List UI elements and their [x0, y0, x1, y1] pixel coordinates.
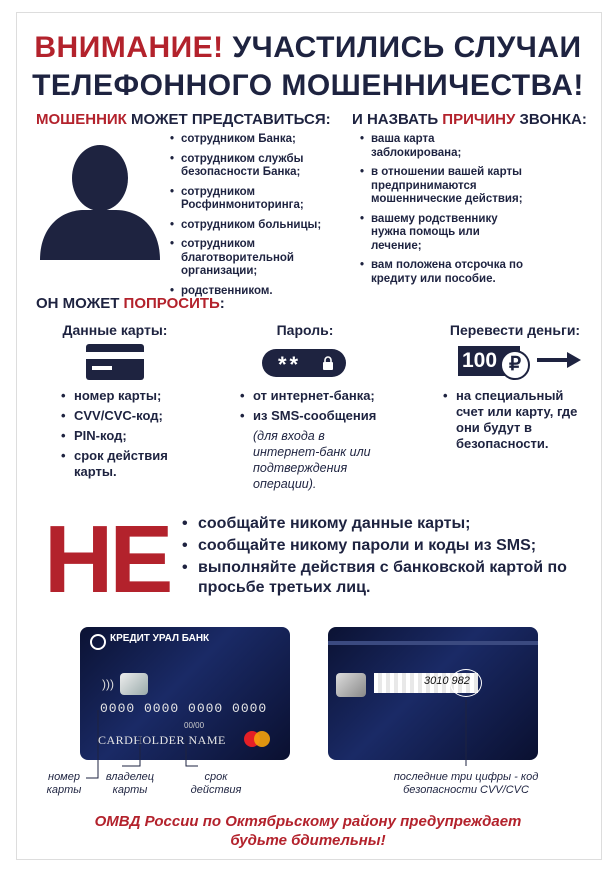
card-expiry: 00/00 — [184, 721, 205, 730]
list-item: • вам положена отсрочка по кредиту или пособие. — [358, 259, 528, 286]
page-title-line2: ТЕЛЕФОННОГО МОШЕННИЧЕСТВА! — [32, 69, 584, 102]
footer-line1: ОМВД России по Октябрьскому району предупреждает — [94, 813, 522, 830]
card-data-list — [58, 388, 198, 484]
password-list — [237, 388, 407, 428]
password-badge — [262, 349, 346, 377]
reason-heading — [352, 111, 587, 129]
ruble-coin-icon: ₽ — [500, 350, 530, 380]
list-item: • сотрудником Банка; — [168, 133, 348, 147]
list-item: • родственником. — [168, 285, 348, 299]
request-heading — [36, 295, 225, 313]
hologram-icon — [336, 673, 366, 697]
list-item: • из SMS-сообщения — [237, 408, 407, 424]
list-item: • PIN-код; — [58, 428, 198, 444]
list-item: • номер карты; — [58, 388, 198, 404]
title-line1-rest: УЧАСТИЛИСЬ СЛУЧАИ — [223, 31, 582, 64]
list-item: • CVV/CVC-код; — [58, 408, 198, 424]
credit-card-icon — [86, 344, 144, 380]
cvv-highlight-circle — [450, 669, 482, 697]
label-cvv: последние три цифры - код безопасности CVV/CVC — [393, 771, 539, 796]
footer-line2: будьте бдительны! — [230, 832, 386, 849]
money-amount: 100 — [462, 349, 498, 372]
list-item: • от интернет-банка; — [237, 388, 407, 404]
list-item: • ваша карта заблокирована; — [358, 133, 528, 160]
page-title-line1 — [0, 30, 616, 66]
chip-icon — [120, 673, 148, 695]
list-item: • сотрудником Росфинмониторинга; — [168, 186, 348, 213]
list-item: • сотрудником благотворительной организации; — [168, 238, 348, 279]
list-item: • сотрудником больницы; — [168, 219, 348, 233]
list-item: • вашему родственнику нужна помощь или лечение; — [358, 213, 528, 254]
reason-heading-start: И НАЗВАТЬ — [352, 111, 443, 128]
list-item: • в отношении вашей карты предпринимаются мошеннические действия; — [358, 166, 528, 207]
person-silhouette-icon — [40, 138, 160, 260]
password-title: Пароль: — [276, 322, 334, 338]
list-item: • на специальный счет или карту, где они будут в безопасности. — [440, 388, 580, 452]
label-card-number: номер карты — [46, 771, 82, 796]
card-number: 0000 0000 0000 0000 — [100, 701, 268, 716]
arrow-right-icon — [537, 352, 581, 368]
label-card-expiry: срок действия — [190, 771, 242, 796]
impersonate-heading-rest: МОЖЕТ ПРЕДСТАВИТЬСЯ: — [126, 111, 331, 128]
warning-list — [180, 514, 580, 600]
warning-big-text: НЕ — [44, 506, 170, 613]
password-stars: ** — [278, 352, 302, 377]
list-item: • выполняйте действия с банковской картой по просьбе третьих лиц. — [180, 558, 580, 598]
contactless-icon: ))) — [102, 677, 114, 691]
reason-heading-red: ПРИЧИНУ — [442, 111, 516, 128]
bank-logo-icon — [90, 634, 106, 650]
label-card-holder: владелец карты — [105, 771, 155, 796]
magnetic-stripe — [328, 641, 538, 645]
bank-name: КРЕДИТ УРАЛ БАНК — [110, 633, 210, 644]
card-holder: CARDHOLDER NAME — [98, 733, 226, 747]
card-callout-lines — [0, 700, 616, 780]
card-data-title: Данные карты: — [62, 322, 168, 338]
password-note: (для входа в интернет-банк или подтверждения операции). — [253, 429, 371, 491]
impersonate-heading — [36, 111, 331, 129]
list-item: • сотрудником службы безопасности Банка; — [168, 153, 348, 180]
reason-heading-end: ЗВОНКА: — [515, 111, 587, 128]
title-attention: ВНИМАНИЕ! — [34, 31, 224, 64]
impersonate-heading-red: МОШЕННИК — [36, 111, 127, 128]
list-item: • сообщайте никому пароли и коды из SMS; — [180, 536, 580, 556]
transfer-title: Перевести деньги: — [449, 322, 581, 338]
list-item: • срок действия карты. — [58, 448, 198, 480]
cvv-code: 3010 982 — [424, 675, 470, 687]
request-heading-end: : — [219, 295, 225, 312]
reason-list — [358, 133, 528, 292]
lock-icon — [322, 356, 334, 370]
list-item: • сообщайте никому данные карты; — [180, 514, 580, 534]
request-heading-red: ПОПРОСИТЬ — [123, 295, 220, 312]
request-heading-start: ОН МОЖЕТ — [36, 295, 124, 312]
impersonate-list — [168, 133, 348, 304]
transfer-list — [440, 388, 580, 456]
